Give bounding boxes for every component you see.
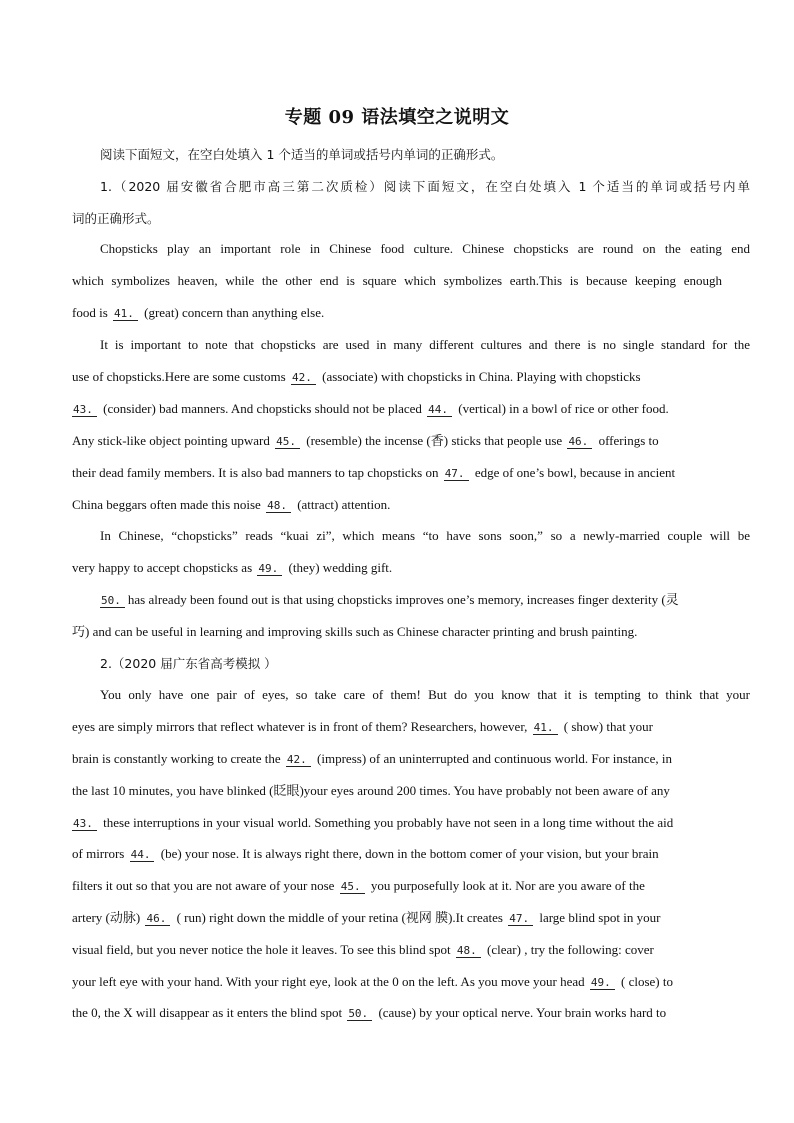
blank-43[interactable]: 43. [72,403,97,417]
blank-47[interactable]: 47. [508,912,533,926]
blank-46[interactable]: 46. [145,912,170,926]
blank-50[interactable]: 50. [100,594,125,608]
question-1-header-cont: 词的正确形式。 [72,211,160,226]
passage-2-line [72,845,722,863]
text-span: (consider) bad manners. And chopsticks should not be placed [103,401,422,416]
text-span: ( close) to [621,974,673,989]
text-span: (be) your nose. It is always right there, down in the bottom comer of your vision, but your brain [160,846,659,861]
passage-1-line: 巧) and can be useful in learning and improving skills such as Chinese character printing and brush painting. [72,624,638,639]
blank-42[interactable]: 42. [286,753,311,767]
text-span: (resemble) the incense (香) sticks that people use [306,433,563,448]
passage-1-line [72,559,722,577]
blank-50[interactable]: 50. [347,1007,372,1021]
passage-2-line [72,941,722,959]
text-span: (great) concern than anything else. [144,305,325,320]
text-span: your left eye with your hand. With your right eye, look at the 0 on the left. As you move your head [72,974,585,989]
passage-1-line: In Chinese, “chopsticks” reads “kuai zi”, which means “to have sons soon,” so a newly-married couple will be [100,528,750,543]
blank-48[interactable]: 48. [266,499,291,513]
page-title: 专题 09 语法填空之说明文 [284,107,510,128]
passage-1-line [72,304,722,322]
text-span: visual field, but you never notice the hole it leaves. To see this blind spot [72,942,451,957]
blank-46[interactable]: 46. [567,435,592,449]
blank-45[interactable]: 45. [340,880,365,894]
passage-2-line [72,877,722,895]
passage-1-line [72,400,722,418]
text-span: the 0, the X will disappear as it enters the blind spot [72,1005,343,1020]
text-span: (impress) of an uninterrupted and continuous world. For instance, in [317,751,672,766]
text-span: China beggars often made this noise [72,497,261,512]
text-span: eyes are simply mirrors that reflect whatever is in front of them? Researchers, however, [72,719,528,734]
question-2-header: 2.（2020 届广东省高考模拟 ） [100,656,277,671]
text-span: artery (动脉) [72,910,141,925]
text-span: Any stick-like object pointing upward [72,433,270,448]
blank-47[interactable]: 47. [444,467,469,481]
blank-44[interactable]: 44. [130,848,155,862]
text-span: brain is constantly working to create the [72,751,281,766]
passage-2-line [72,909,722,927]
passage-1-line [72,432,722,450]
passage-1-line: which symbolizes heaven, while the other end is square which symbolizes earth.This is because keeping enough [72,273,722,288]
blank-41[interactable]: 41. [533,721,558,735]
blank-48[interactable]: 48. [456,944,481,958]
passage-2-line [72,1004,722,1022]
text-span: (cause) by your optical nerve. Your brain works hard to [378,1005,667,1020]
blank-49[interactable]: 49. [590,976,615,990]
text-span: very happy to accept chopsticks as [72,560,253,575]
passage-2-line: You only have one pair of eyes, so take care of them! But do you know that it is tempting to think that your [100,687,750,702]
passage-2-line [72,750,722,768]
passage-2-line [72,718,722,736]
passage-2-line [72,814,722,832]
text-span: offerings to [598,433,659,448]
text-span: edge of one’s bowl, because in ancient [474,465,676,480]
text-span: (attract) attention. [297,497,391,512]
text-span: large blind spot in your [539,910,661,925]
passage-1-line [72,496,722,514]
text-span: has already been found out is that using chopsticks improves one’s memory, increases finger dexterity (灵 [127,592,679,607]
passage-1-line [72,591,750,609]
blank-41[interactable]: 41. [113,307,138,321]
passage-2-line: the last 10 minutes, you have blinked (眨眼)your eyes around 200 times. You have probably not been aware of any [72,783,670,798]
text-span: filters it out so that you are not aware of your nose [72,878,335,893]
blank-44[interactable]: 44. [427,403,452,417]
text-span: (clear) , try the following: cover [487,942,654,957]
passage-1-line: It is important to note that chopsticks are used in many different cultures and there is no single standard for the [100,337,750,352]
text-span: ( show) that your [563,719,653,734]
text-span: use of chopsticks.Here are some customs [72,369,286,384]
question-1-header: 1.（2020 届安徽省合肥市高三第二次质检）阅读下面短文，在空白处填入 1 个适当的单词或括号内单 [100,179,750,194]
passage-1-line: Chopsticks play an important role in Chinese food culture. Chinese chopsticks are round on the eating end [100,241,750,256]
instruction-text: 阅读下面短文，在空白处填入 1 个适当的单词或括号内单词的正确形式。 [100,147,504,162]
text-span: their dead family members. It is also bad manners to tap chopsticks on [72,465,439,480]
text-span: (associate) with chopsticks in China. Playing with chopsticks [322,369,641,384]
text-span: (vertical) in a bowl of rice or other food. [458,401,669,416]
blank-45[interactable]: 45. [275,435,300,449]
passage-2-line [72,973,722,991]
text-span: of mirrors [72,846,125,861]
text-span: ( run) right down the middle of your retina (视网 膜).It creates [176,910,503,925]
text-span: food is [72,305,108,320]
passage-1-line [72,464,722,482]
text-span: (they) wedding gift. [288,560,393,575]
blank-49[interactable]: 49. [257,562,282,576]
text-span: you purposefully look at it. Nor are you aware of the [370,878,645,893]
blank-43[interactable]: 43. [72,817,97,831]
blank-42[interactable]: 42. [291,371,316,385]
passage-1-line [72,368,722,386]
text-span: these interruptions in your visual world. Something you probably have not seen in a long time without the aid [103,815,674,830]
